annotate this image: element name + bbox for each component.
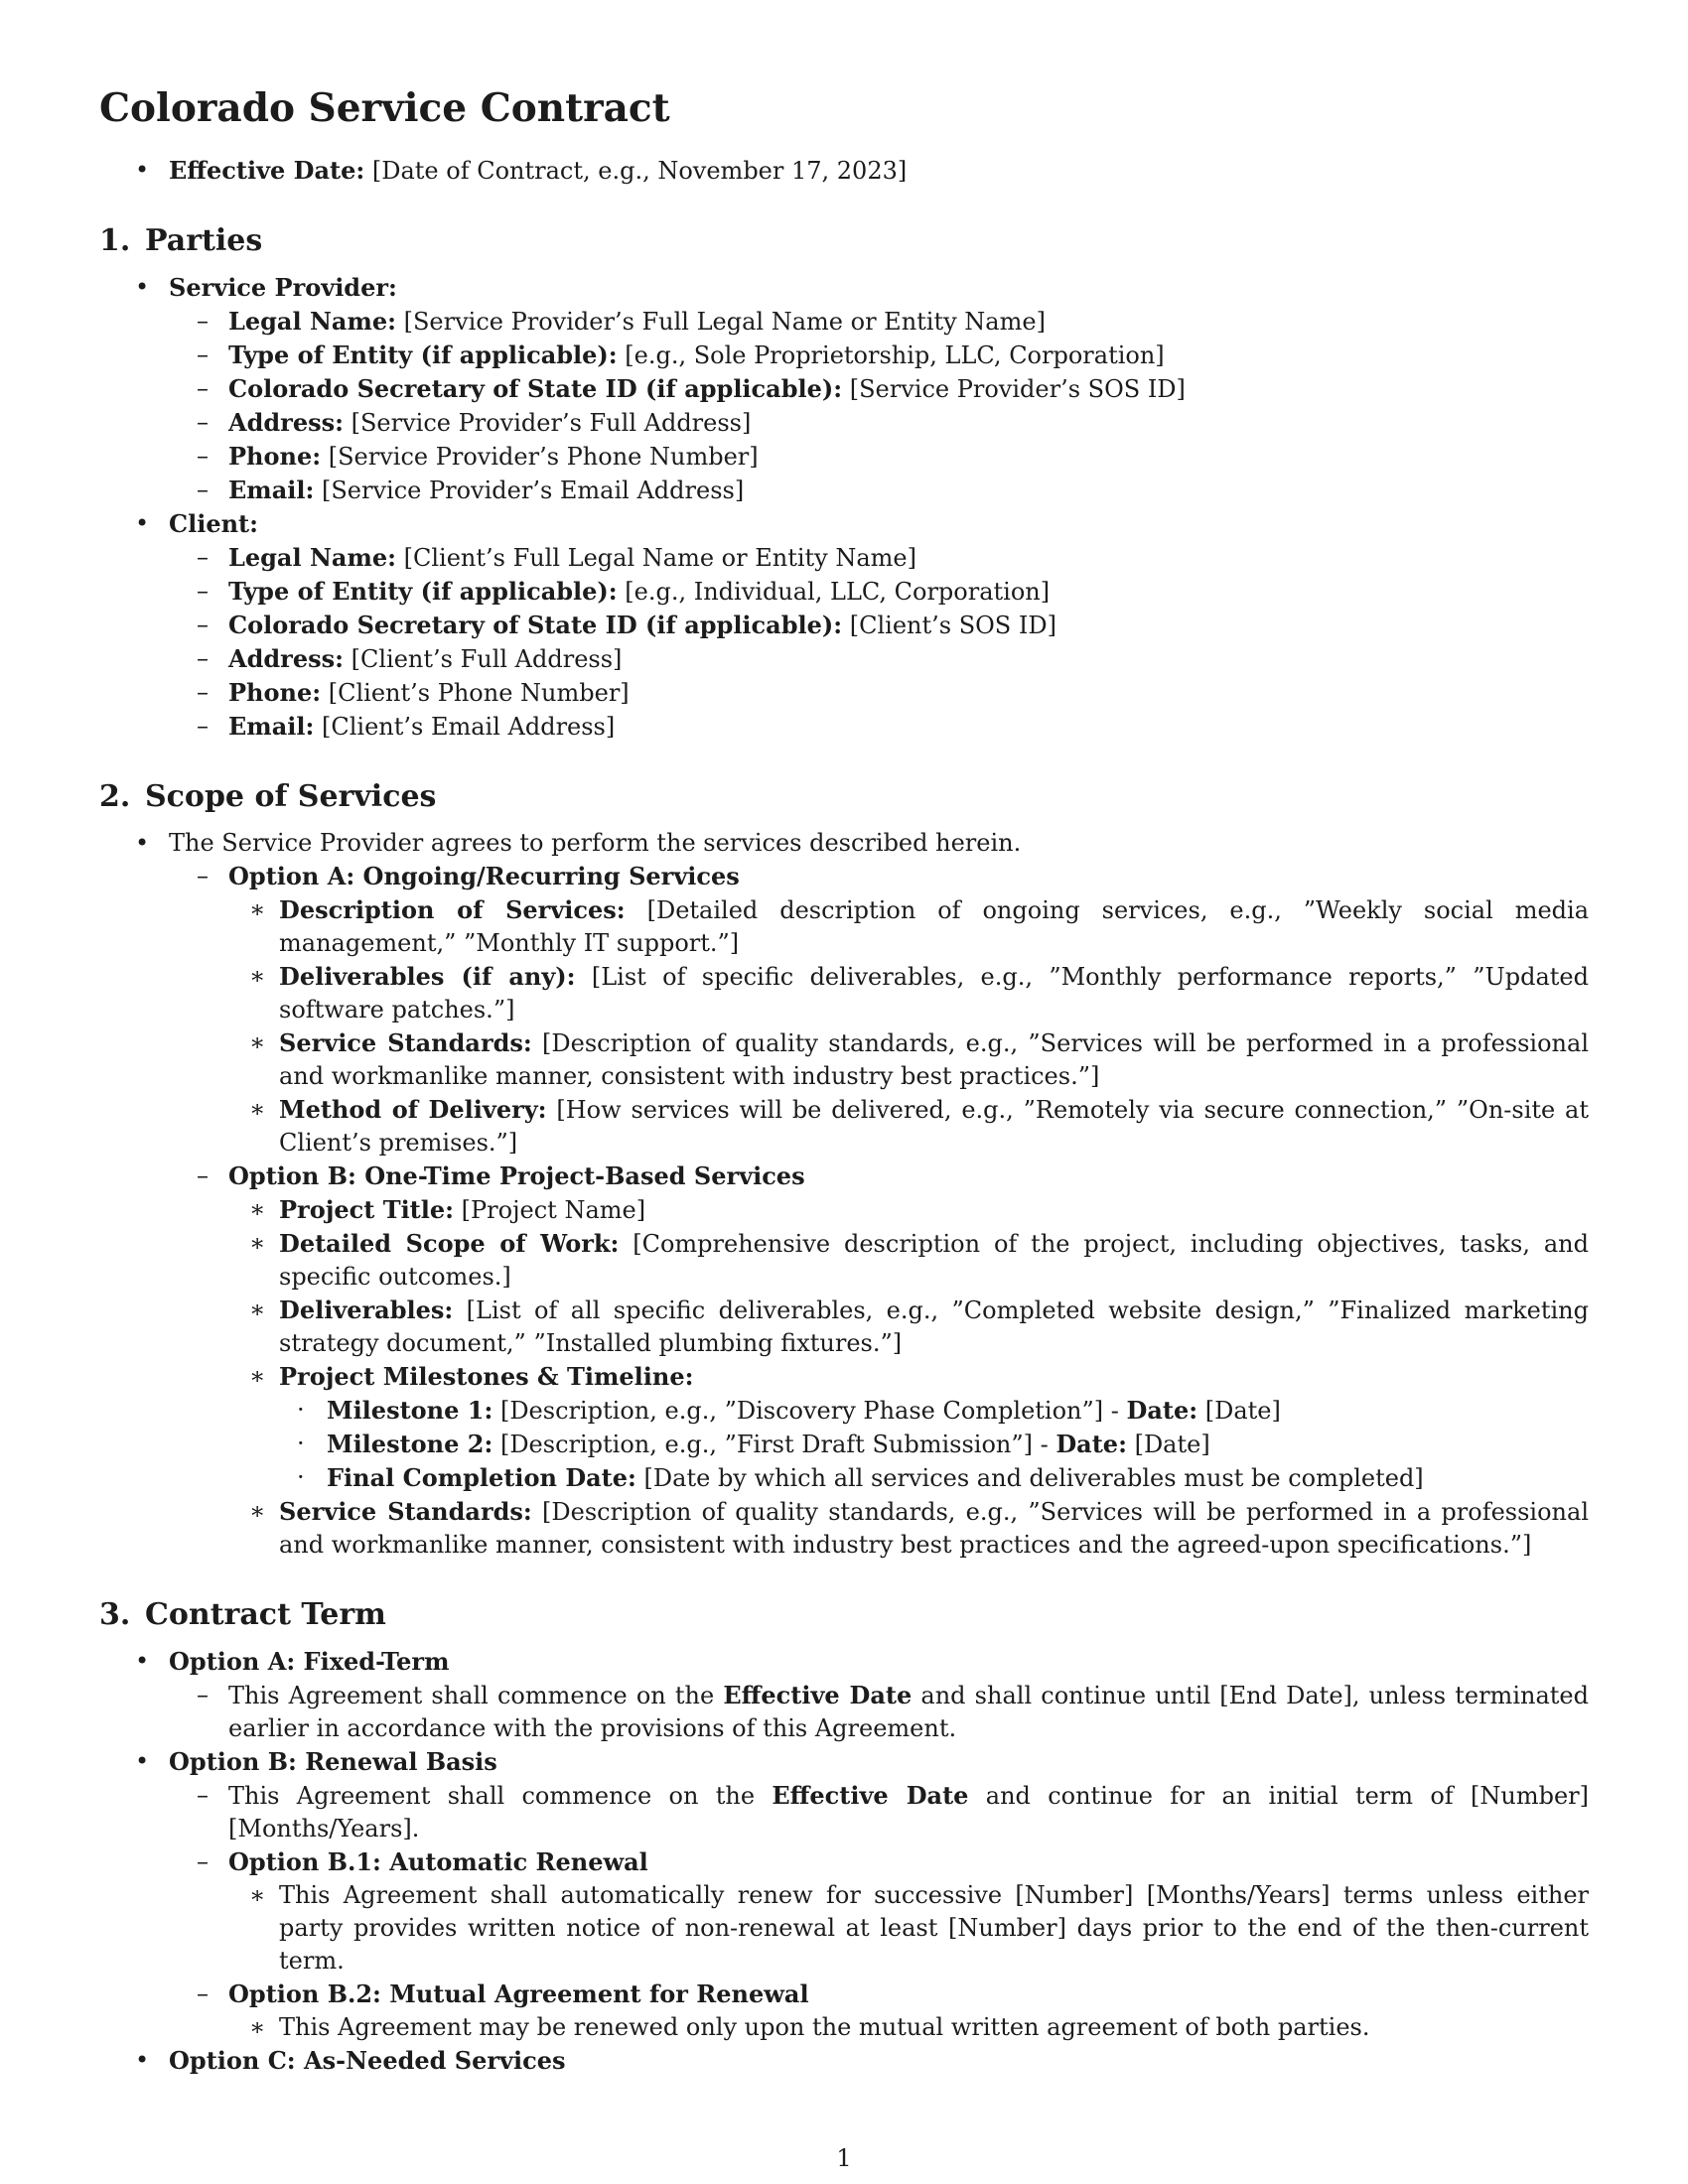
provider-field-legal-name: – Legal Name: [Service Provider’s Full Legal Name or Entity Name] xyxy=(197,306,1046,336)
scope-b-standards: ∗ Service Standards: [Description of quality standards, e.g., ”Services will be performed in a professional and workmanlike manner, consistent with industry best practices and the agreed-upon specifications.”] xyxy=(249,1496,1589,1559)
scope-b-milestones: ∗ Project Milestones & Timeline: xyxy=(249,1361,694,1391)
client-item xyxy=(99,507,1589,541)
client-field-legal-name: – Legal Name: [Client’s Full Legal Name or Entity Name] xyxy=(197,542,916,572)
scope-a-standards: ∗ Service Standards: [Description of quality standards, e.g., ”Services will be performed in a professional and workmanlike manner, consistent with industry best practices.”] xyxy=(249,1027,1589,1090)
bullet-marker: • xyxy=(135,508,150,537)
term-option-b2-label: – Option B.2: Mutual Agreement for Renewal xyxy=(197,1979,809,2008)
bullet-marker: • xyxy=(135,155,150,184)
term-option-c-label: • Option C: As-Needed Services xyxy=(135,2045,566,2075)
term-option-b1-text: ∗ This Agreement shall automatically renew for successive [Number] [Months/Years] terms unless either party provides written notice of non-renewal at least [Number] days prior to the end of the then-current term. xyxy=(249,1880,1589,1975)
scope-intro: • The Service Provider agrees to perform the services described herein. xyxy=(135,828,1022,857)
document-title: Colorado Service Contract xyxy=(99,85,670,131)
contract-page xyxy=(99,85,1589,2078)
page-number: 1 xyxy=(836,2144,852,2172)
scope-b-deliverables: ∗ Deliverables: [List of all specific deliverables, e.g., ”Completed website design,” ”Finalized marketing strategy document,” ”Installed plumbing fixtures.”] xyxy=(249,1295,1589,1357)
scope-b-project-title: ∗ Project Title: [Project Name] xyxy=(249,1194,646,1224)
term-option-b-text: – This Agreement shall commence on the Effective Date and continue for an initial term of [Number] [Months/Years]. xyxy=(197,1780,1589,1843)
scope-option-b-label: – Option B: One-Time Project-Based Services xyxy=(197,1160,805,1190)
term-option-a-label: • Option A: Fixed-Term xyxy=(135,1646,450,1676)
milestone-1: · Milestone 1: [Description, e.g., ”Discovery Phase Completion”] - Date: [Date] xyxy=(297,1395,1281,1425)
provider-field-email: – Email: [Service Provider’s Email Address] xyxy=(197,475,745,504)
term-option-a-text: – This Agreement shall commence on the Effective Date and shall continue until [End Date], unless terminated earlier in accordance with the provisions of this Agreement. xyxy=(197,1680,1589,1742)
client-field-entity-type: – Type of Entity (if applicable): [e.g., Individual, LLC, Corporation] xyxy=(197,576,1051,606)
service-provider-label: Service Provider: xyxy=(169,272,397,302)
provider-field-entity-type: – Type of Entity (if applicable): [e.g., Sole Proprietorship, LLC, Corporation] xyxy=(197,340,1165,369)
section-heading-scope: 2. Scope of Services xyxy=(99,778,437,814)
client-field-address: – Address: [Client’s Full Address] xyxy=(197,643,623,673)
section-heading-term: 3. Contract Term xyxy=(99,1596,386,1632)
term-option-b2-text: ∗ This Agreement may be renewed only upon the mutual written agreement of both parties. xyxy=(249,2012,1370,2041)
client-field-email: – Email: [Client’s Email Address] xyxy=(197,711,616,741)
final-completion-date: · Final Completion Date: [Date by which all services and deliverables must be completed] xyxy=(297,1462,1424,1492)
scope-a-description: ∗ Description of Services: [Detailed description of ongoing services, e.g., ”Weekly social media management,” ”Monthly IT support.”] xyxy=(249,894,1590,957)
scope-a-delivery: ∗ Method of Delivery: [How services will be delivered, e.g., ”Remotely via secure connection,” ”On-site at Client’s premises.”] xyxy=(249,1094,1589,1157)
provider-field-phone: – Phone: [Service Provider’s Phone Number] xyxy=(197,441,759,471)
provider-field-sos-id: – Colorado Secretary of State ID (if applicable): [Service Provider’s SOS ID] xyxy=(197,373,1186,403)
scope-option-a-label: – Option A: Ongoing/Recurring Services xyxy=(197,861,740,890)
milestone-2: · Milestone 2: [Description, e.g., ”First Draft Submission”] - Date: [Date] xyxy=(297,1429,1210,1458)
client-field-sos-id: – Colorado Secretary of State ID (if applicable): [Client’s SOS ID] xyxy=(197,610,1056,639)
scope-a-deliverables: ∗ Deliverables (if any): [List of specific deliverables, e.g., ”Monthly performance reports,” ”Updated software patches.”] xyxy=(249,961,1590,1024)
client-label: Client: xyxy=(169,508,258,538)
effective-date-value: [Date of Contract, e.g., November 17, 2023] xyxy=(371,156,908,185)
client-field-phone: – Phone: [Client’s Phone Number] xyxy=(197,677,630,707)
service-provider-item xyxy=(99,271,1589,305)
bullet-marker: • xyxy=(135,272,150,301)
term-option-b-label: • Option B: Renewal Basis xyxy=(135,1746,497,1776)
term-option-b1-label: – Option B.1: Automatic Renewal xyxy=(197,1846,648,1876)
effective-date-label: Effective Date: xyxy=(169,155,365,185)
section-heading-parties: 1. Parties xyxy=(99,222,263,258)
provider-field-address: – Address: [Service Provider’s Full Address] xyxy=(197,407,752,437)
scope-b-scope-of-work: ∗ Detailed Scope of Work: [Comprehensive description of the project, including objectives, tasks, and specific outcomes.] xyxy=(249,1228,1589,1291)
effective-date-item xyxy=(99,154,1589,188)
